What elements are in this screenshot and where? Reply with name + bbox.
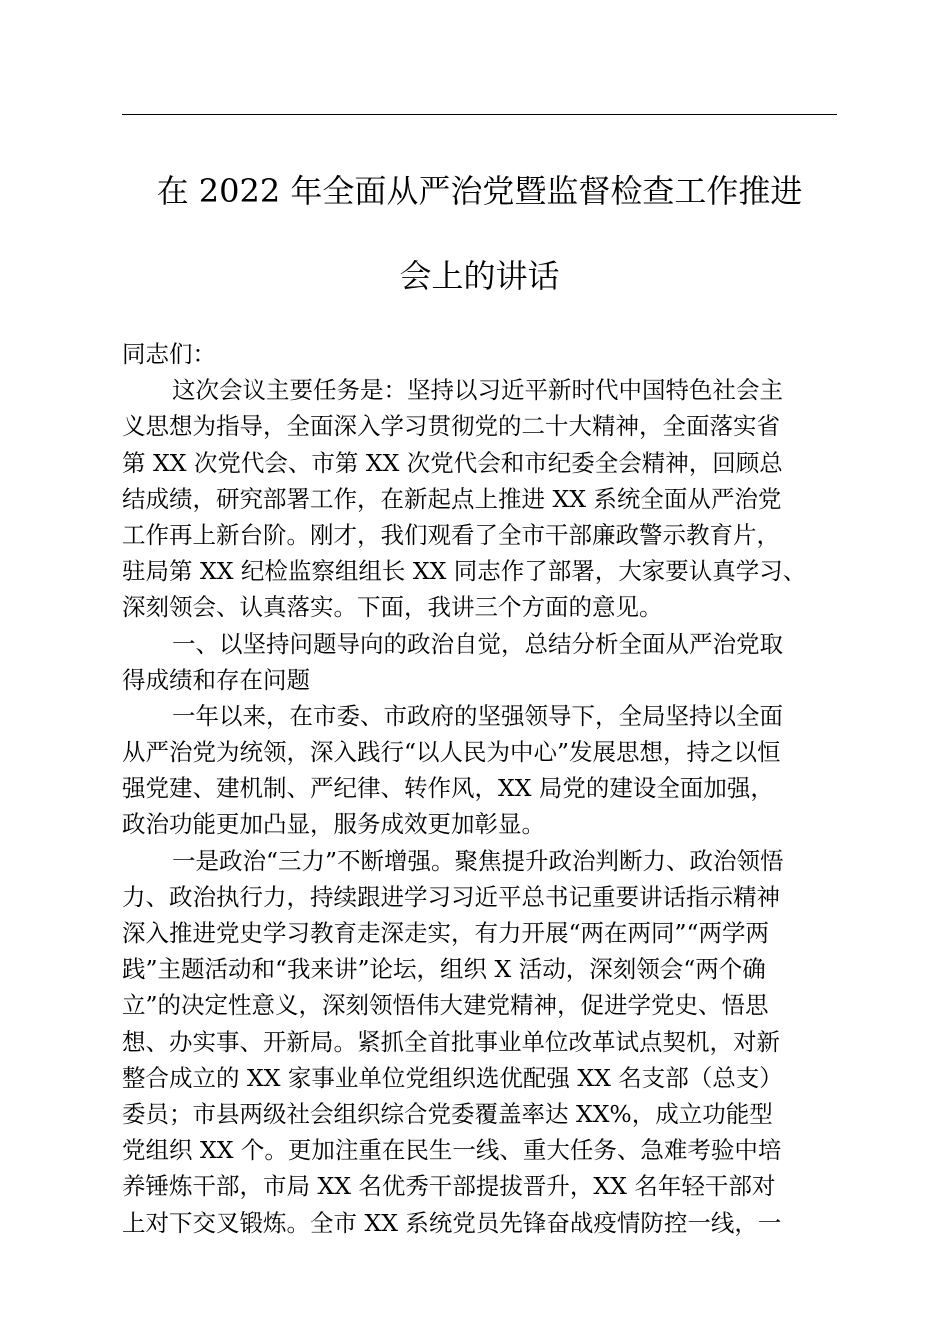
text-line: 一是政治“三力”不断增强。聚焦提升政治判断力、政治领悟 — [172, 846, 784, 875]
text-line: 义思想为指导，全面深入学习贯彻党的二十大精神，全面落实省 — [122, 412, 780, 441]
title-line: 会上的讲话 — [399, 257, 560, 295]
text-line: 第 XX 次党代会、市第 XX 次党代会和市纪委全会精神，回顾总 — [122, 448, 783, 477]
text-line: 养锤炼干部，市局 XX 名优秀干部提拔晋升，XX 名年轻干部对 — [122, 1172, 776, 1201]
text-line: 整合成立的 XX 家事业单位党组织选优配强 XX 名支部（总支） — [122, 1063, 783, 1092]
text-line: 工作再上新台阶。刚才，我们观看了全市干部廉政警示教育片， — [122, 520, 780, 549]
text-line: 委员；市县两级社会组织综合党委覆盖率达 XX%，成立功能型 — [122, 1099, 773, 1128]
text-line: 强党建、建机制、严纪律、转作风，XX 局党的建设全面加强， — [122, 774, 774, 803]
text-line: 党组织 XX 个。更加注重在民生一线、重大任务、急难考验中培 — [122, 1136, 782, 1165]
title-line: 在 2022 年全面从严治党暨监督检查工作推进 — [156, 172, 803, 210]
text-line: 立”的决定性意义，深刻领悟伟大建党精神，促进学党史、悟思 — [122, 991, 769, 1020]
text-line: 这次会议主要任务是：坚持以习近平新时代中国特色社会主 — [172, 376, 783, 405]
document-title — [122, 170, 837, 298]
text-line: 践”主题活动和“我来讲”论坛，组织 X 活动，深刻领会“两个确 — [122, 955, 766, 984]
text-line: 一年以来，在市委、市政府的坚强领导下，全局坚持以全面 — [172, 701, 783, 730]
text-line: 力、政治执行力，持续跟进学习习近平总书记重要讲话指示精神 — [122, 882, 780, 911]
text-line: 上对下交叉锻炼。全市 XX 系统党员先锋奋战疫情防控一线，一 — [122, 1208, 782, 1237]
text-line: 驻局第 XX 纪检监察组组长 XX 同志作了部署，大家要认真学习、 — [122, 557, 807, 586]
salutation: 同志们： — [122, 340, 216, 368]
text-line: 得成绩和存在问题 — [122, 665, 310, 694]
text-line: 想、办实事、开新局。紧抓全首批事业单位改革试点契机，对新 — [122, 1027, 780, 1056]
text-line: 一、以坚持问题导向的政治自觉，总结分析全面从严治党取 — [172, 629, 783, 658]
header-rule — [122, 114, 837, 115]
document-body — [122, 336, 837, 1241]
text-line: 深刻领会、认真落实。下面，我讲三个方面的意见。 — [122, 593, 663, 622]
text-line: 结成绩，研究部署工作，在新起点上推进 XX 系统全面从严治党 — [122, 484, 782, 513]
text-line: 政治功能更加凸显，服务成效更加彰显。 — [122, 810, 545, 839]
text-line: 深入推进党史学习教育走深走实，有力开展“两在两同”“两学两 — [122, 919, 770, 947]
text-line: 从严治党为统领，深入践行“以人民为中心”发展思想，持之以恒 — [122, 738, 781, 767]
